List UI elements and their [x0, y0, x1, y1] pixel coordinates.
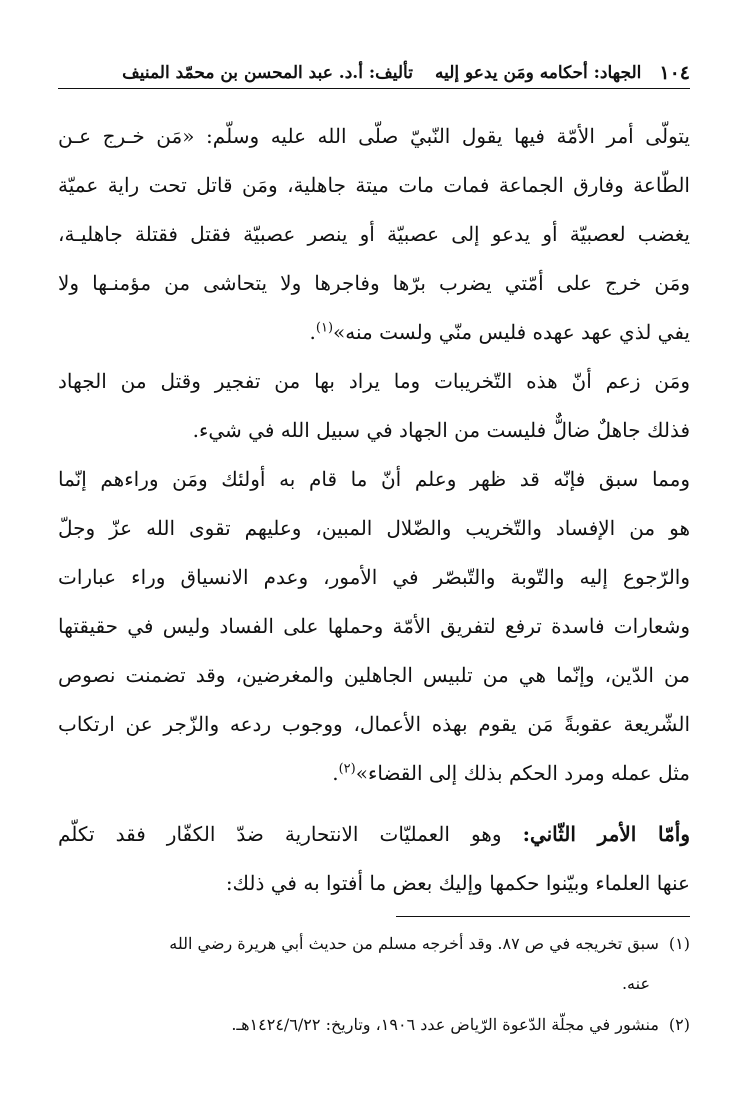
text-line: ومما سبق فإنّه قد ظهر وعلم أنّ ما قام به أولئك ومَن وراءهم إنّما	[58, 467, 690, 491]
sentence-period: .	[332, 761, 339, 785]
text-line-content: يفي لذي عهد عهده فليس منّي ولست منه»	[333, 320, 690, 344]
book-title: الجهاد: أحكامه ومَن يدعو إليه	[434, 63, 642, 83]
footnote-1	[58, 930, 690, 958]
body-text	[58, 112, 690, 908]
footnote-2-number: (٢)	[668, 1015, 690, 1034]
running-header	[58, 60, 690, 86]
footnote-1-continuation: عنه.	[621, 974, 650, 993]
text-line: يغضب لعصبيّة أو يدعو إلى عصبيّة أو ينصر عصبيّة فقتل فقتلة جاهليـة،	[58, 222, 690, 246]
text-line: ومَن زعم أنّ هذه التّخريبات وما يراد بها من تفجير وقتل من الجهاد	[58, 369, 690, 393]
text-line: يتولّى أمر الأمّة فيها يقول النّبيّ صلّى الله عليه وسلّم: «مَن خـرج عـن	[58, 124, 690, 148]
header-rule	[58, 88, 690, 89]
text-line	[58, 749, 690, 798]
text-line	[58, 308, 690, 357]
section-lead: وأمّا الأمر الثّاني:	[522, 822, 690, 846]
text-line: والرّجوع إليه والتّوبة والتّبصّر في الأمور، وعدم الانسياق وراء عبارات	[58, 565, 690, 589]
footnote-rule	[396, 916, 690, 917]
text-line: عنها العلماء وبيّنوا حكمها وإليك بعض ما أفتوا به في ذلك:	[225, 871, 690, 895]
text-line: الشّريعة عقوبةً مَن يقوم بهذه الأعمال، ووجوب ردعه والزّجر عن ارتكاب	[58, 712, 690, 736]
text-line: وشعارات فاسدة ترفع لتفريق الأمّة وحملها على الفساد وليس في حقيقتها	[58, 614, 690, 638]
text-line: هو من الإفساد والتّخريب والضّلال المبين، وعليهم تقوى الله عزّ وجلّ	[58, 516, 690, 540]
footnote-ref-2: (٢)	[338, 761, 356, 777]
footnote-2	[58, 1011, 690, 1039]
footnote-2-text: منشور في مجلّة الدّعوة الرّياض عدد ١٩٠٦، وتاريخ: ١٤٢٤/٦/٢٢هـ.	[231, 1015, 659, 1034]
sentence-period: .	[309, 320, 316, 344]
footnote-ref-1: (١)	[315, 320, 334, 336]
text-line: الطّاعة وفارق الجماعة فمات مات ميتة جاهلية، ومَن قاتل تحت راية عميّة	[58, 173, 690, 197]
text-line: فذلك جاهلٌ ضالٌّ فليست من الجهاد في سبيل الله في شيء.	[192, 418, 690, 442]
page-number: ١٠٤	[659, 62, 690, 84]
footnote-1-number: (١)	[668, 934, 690, 953]
text-line: ومَن خرج على أمّتي يضرب برّها وفاجرها ولا يتحاشى من مؤمنـها ولا	[58, 271, 690, 295]
text-line: من الدّين، وإنّما هي من تلبيس الجاهلين والمغرضين، وقد تضمنت نصوص	[58, 663, 690, 687]
text-line	[58, 810, 690, 859]
text-line-content: مثل عمله ومرد الحكم بذلك إلى القضاء»	[355, 761, 690, 785]
footnote-1-text: سبق تخريجه في ص ٨٧. وقد أخرجه مسلم من حديث أبي هريرة رضي الله	[169, 934, 659, 953]
book-author: تأليف: أ.د. عبد المحسن بن محمّد المنيف	[122, 63, 413, 83]
text-line-content: وهو العمليّات الانتحارية ضدّ الكفّار فقد تكلّم	[58, 822, 502, 846]
